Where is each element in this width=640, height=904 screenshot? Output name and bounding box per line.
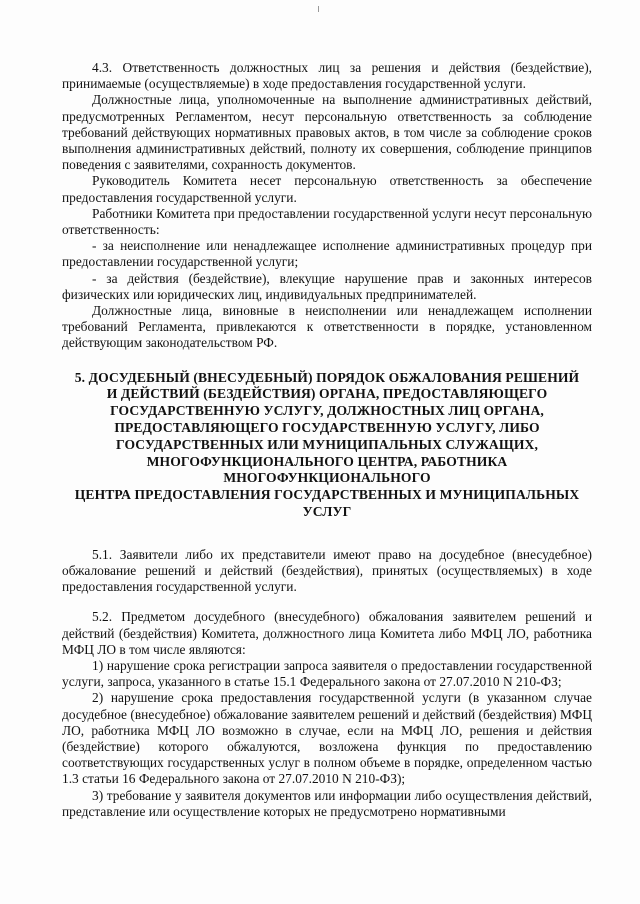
heading-line: 5. ДОСУДЕБНЫЙ (ВНЕСУДЕБНЫЙ) ПОРЯДОК ОБЖАЛОВАНИЯ РЕШЕНИЙ	[74, 369, 580, 385]
paragraph-5-1: 5.1. Заявители либо их представители имеют право на досудебное (внесудебное) обжалование решений и действий (бездействия), принятых (осуществляемых) в ходе предоставления государственной услуги.	[62, 546, 592, 595]
paragraph: Должностные лица, виновные в неисполнении или ненадлежащем исполнении требований Регламента, привлекаются к ответственности в порядке, установленном действующим законодательством РФ.	[62, 303, 592, 351]
heading-line: ГОСУДАРСТВЕННУЮ УСЛУГУ, ДОЛЖНОСТНЫХ ЛИЦ ОРГАНА,	[110, 403, 544, 419]
list-item: - за неисполнение или ненадлежащее исполнение административных процедур при предоставлении государственной услуги;	[62, 238, 592, 270]
paragraph: 5.2. Предметом досудебного (внесудебного) обжалования заявителем решений и действий (бездействия) Комитета, должностного лица Комитета либо МФЦ ЛО, работника МФЦ ЛО в том числе являются:	[62, 609, 592, 657]
list-item: 3) требование у заявителя документов или информации либо осуществления действий, представление или осуществление которых не предусмотрено нормативными	[62, 787, 592, 819]
heading-line: МНОГОФУНКЦИОНАЛЬНОГО	[223, 470, 431, 486]
paragraph: Работники Комитета при предоставлении государственной услуги несут персональную ответственность:	[62, 205, 592, 238]
list-item: - за действия (бездействие), влекущие нарушение прав и законных интересов физических или юридических лиц, индивидуальных предпринимателей.	[62, 270, 592, 302]
heading-line: И ДЕЙСТВИЙ (БЕЗДЕЙСТВИЯ) ОРГАНА, ПРЕДОСТАВЛЯЮЩЕГО	[106, 386, 548, 402]
paragraph: 4.3. Ответственность должностных лиц за решения и действия (бездействие), принимаемые (осуществляемые) в ходе предоставления государственной услуги.	[62, 60, 592, 92]
list-item: 2) нарушение срока предоставления государственной услуги (в указанном случае досудебное (внесудебное) обжалование заявителем решений и действий (бездействия) МФЦ ЛО, работника МФЦ ЛО возможно в случае, если на МФЦ ЛО, решения и действия (бездействие) которого обжалуются, возложена функция по предоставлению соответствующих государственных услуг в полном объеме в порядке, определенном частью 1.3 статьи 16 Федерального закона от 27.07.2010 N 210-ФЗ);	[62, 690, 592, 787]
scan-mark	[318, 6, 319, 12]
heading-line: ЦЕНТРА ПРЕДОСТАВЛЕНИЯ ГОСУДАРСТВЕННЫХ И МУНИЦИПАЛЬНЫХ	[74, 487, 580, 503]
paragraph: Руководитель Комитета несет персональную ответственность за обеспечение предоставления государственной услуги.	[62, 173, 592, 205]
heading-line: МНОГОФУНКЦИОНАЛЬНОГО ЦЕНТРА, РАБОТНИКА	[146, 453, 508, 469]
heading-line: УСЛУГ	[302, 504, 352, 520]
paragraph: Должностные лица, уполномоченные на выполнение административных действий, предусмотренных Регламентом, несут персональную ответственность за соблюдение требований действующих нормативных правовых актов, в том числе за соблюдение сроков выполнения административных действий, полноту их совершения, соблюдение принципов поведения с заявителями, сохранность документов.	[62, 92, 592, 173]
heading-line: ПРЕДОСТАВЛЯЮЩЕГО ГОСУДАРСТВЕННУЮ УСЛУГУ, ЛИБО	[114, 420, 540, 436]
section-4-3	[62, 60, 592, 352]
list-item: 1) нарушение срока регистрации запроса заявителя о предоставлении государственной услуги, запроса, указанного в статье 15.1 Федерального закона от 27.07.2010 N 210-ФЗ;	[62, 658, 592, 690]
heading-line: ГОСУДАРСТВЕННЫХ ИЛИ МУНИЦИПАЛЬНЫХ СЛУЖАЩИХ,	[116, 436, 538, 452]
section-5-2	[62, 609, 592, 820]
section-5-heading	[62, 370, 592, 521]
